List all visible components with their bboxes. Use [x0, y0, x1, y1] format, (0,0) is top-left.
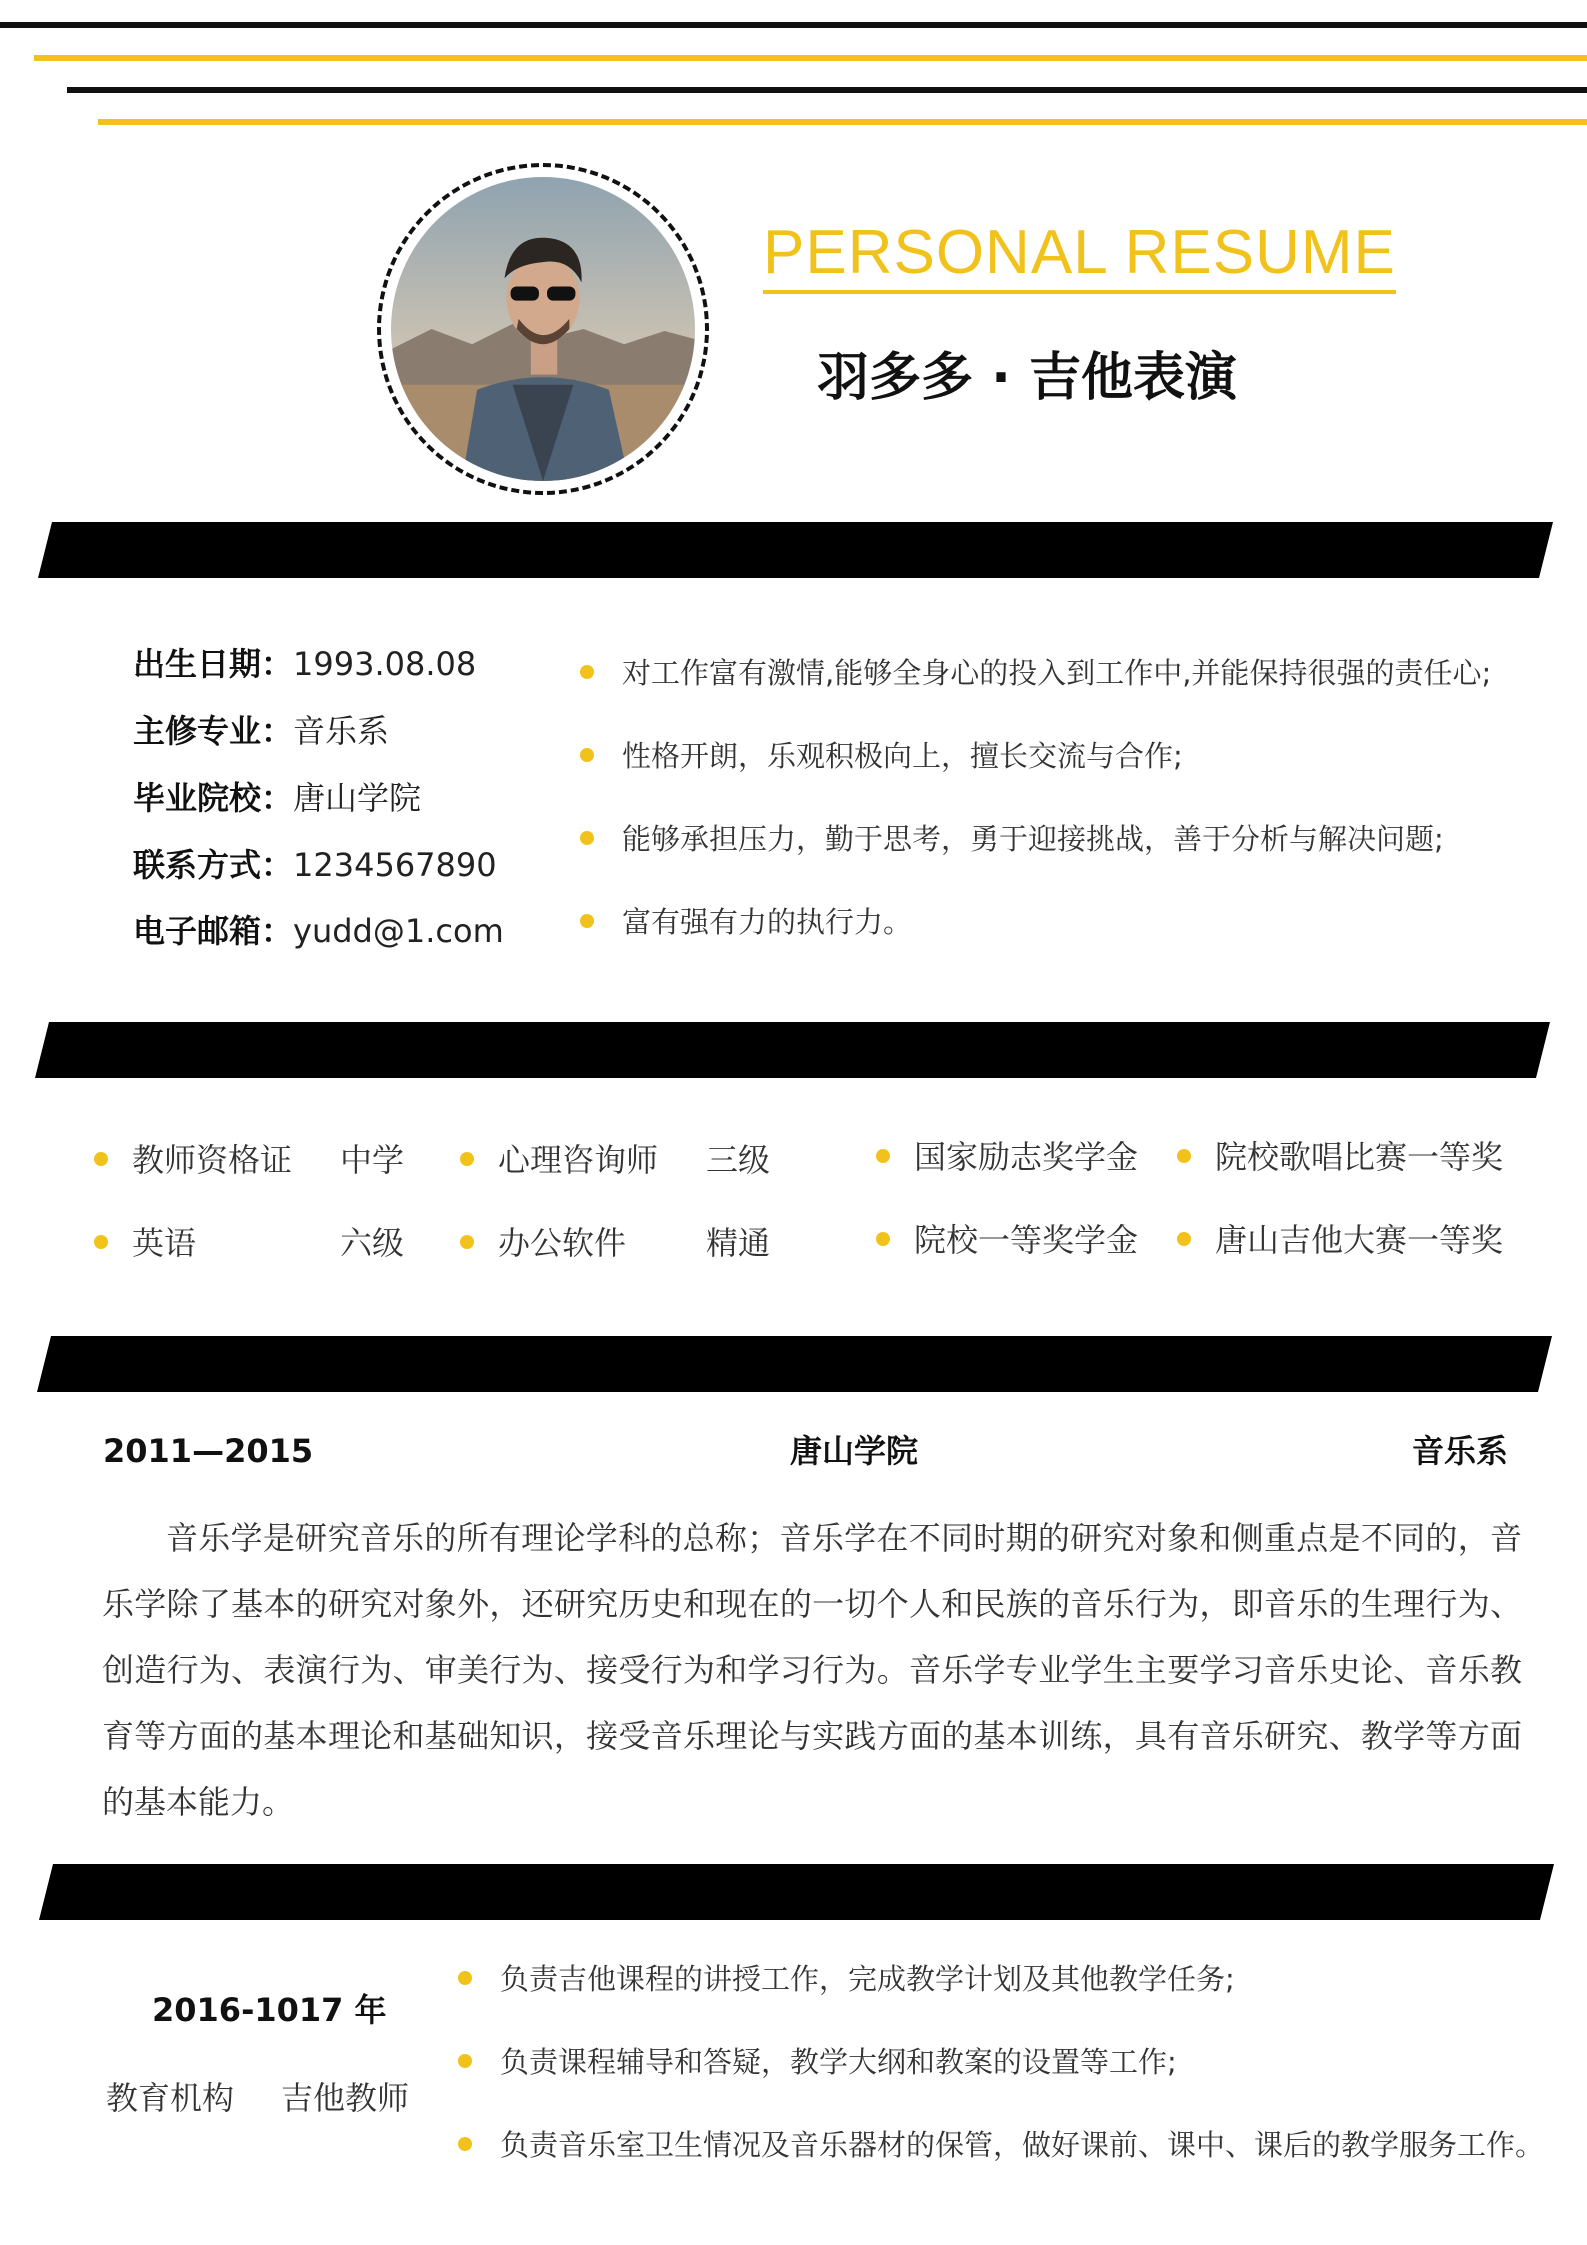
cert-level: 六级	[340, 1224, 405, 1262]
edu-major: 音乐系	[1412, 1432, 1509, 1470]
info-school	[133, 779, 422, 817]
duty-item	[458, 1962, 1235, 1996]
info-value: 音乐系	[293, 712, 390, 750]
cert-name: 办公软件	[498, 1224, 627, 1262]
trait-text: 对工作富有激情,能够全身心的投入到工作中,并能保持很强的责任心;	[622, 656, 1492, 690]
job-period: 2016-1017 年	[152, 1991, 387, 2029]
trait-text: 能够承担压力，勤于思考，勇于迎接挑战，善于分析与解决问题;	[622, 822, 1444, 856]
bullet-dot-icon	[94, 1152, 108, 1166]
info-value: 1234567890	[293, 846, 497, 884]
info-value: 唐山学院	[293, 779, 422, 817]
bullet-dot-icon	[580, 665, 594, 679]
cert-item	[460, 1224, 627, 1262]
info-birthdate	[133, 645, 477, 683]
award-text: 院校一等奖学金	[914, 1221, 1139, 1259]
bullet-dot-icon	[1177, 1232, 1191, 1246]
cert-name: 英语	[132, 1224, 197, 1262]
bullet-dot-icon	[458, 2137, 472, 2151]
cert-level: 三级	[706, 1141, 771, 1179]
duty-text: 负责课程辅导和答疑，教学大纲和教案的设置等工作;	[500, 2045, 1177, 2079]
duty-item	[458, 2128, 1545, 2162]
award-item	[1177, 1221, 1504, 1259]
job-org: 教育机构	[106, 2079, 235, 2117]
cert-name: 教师资格证	[132, 1141, 293, 1179]
info-major	[133, 712, 390, 750]
job-role: 吉他教师	[281, 2079, 410, 2117]
award-item	[876, 1221, 1139, 1259]
edu-school: 唐山学院	[790, 1432, 919, 1470]
avatar	[391, 177, 695, 481]
cert-item	[94, 1141, 293, 1179]
resume-title-en: PERSONAL RESUME	[763, 222, 1396, 294]
bullet-dot-icon	[1177, 1149, 1191, 1163]
name-title: 羽多多 · 吉他表演	[817, 348, 1237, 408]
award-item	[1177, 1138, 1504, 1176]
top-stripe-black-2	[67, 87, 1587, 93]
trait-item	[580, 739, 1183, 773]
info-label: 电子邮箱：	[133, 912, 294, 950]
top-stripe-yellow-2	[98, 119, 1587, 125]
duty-text: 负责音乐室卫生情况及音乐器材的保管，做好课前、课中、课后的教学服务工作。	[500, 2128, 1545, 2162]
award-text: 院校歌唱比赛一等奖	[1215, 1138, 1504, 1176]
edu-description: 音乐学是研究音乐的所有理论学科的总称；音乐学在不同时期的研究对象和侧重点是不同的，音乐学除了基本的研究对象外，还研究历史和现在的一切个人和民族的音乐行为，即音乐的生理行为、创造行为、表演行为、审美行为、接受行为和学习行为。音乐学专业学生主要学习音乐史论、音乐教育等方面的基本理论和基础知识，接受音乐理论与实践方面的基本训练，具有音乐研究、教学等方面的基本能力。	[102, 1519, 1522, 1821]
trait-item	[580, 905, 913, 939]
duty-item	[458, 2045, 1177, 2079]
bullet-dot-icon	[460, 1235, 474, 1249]
top-stripe-yellow-1	[34, 55, 1587, 61]
cert-level: 精通	[706, 1224, 771, 1262]
bullet-dot-icon	[876, 1149, 890, 1163]
cert-name: 心理咨询师	[498, 1141, 659, 1179]
section-bar-education	[37, 1336, 1552, 1392]
award-text: 唐山吉他大赛一等奖	[1215, 1221, 1504, 1259]
info-label: 联系方式：	[133, 846, 294, 884]
bullet-dot-icon	[876, 1232, 890, 1246]
info-label: 出生日期：	[133, 645, 294, 683]
trait-text: 性格开朗，乐观积极向上，擅长交流与合作;	[622, 739, 1183, 773]
section-bar-profile	[38, 522, 1553, 578]
cert-level: 中学	[340, 1141, 405, 1179]
info-phone	[133, 846, 497, 884]
avatar-frame	[377, 163, 709, 495]
cert-item	[460, 1141, 659, 1179]
section-bar-experience	[39, 1864, 1554, 1920]
award-text: 国家励志奖学金	[914, 1138, 1139, 1176]
trait-item	[580, 822, 1444, 856]
cert-item	[94, 1224, 197, 1262]
trait-text: 富有强有力的执行力。	[622, 905, 913, 939]
top-stripe-black-1	[0, 22, 1587, 28]
info-value: yudd@1.com	[293, 912, 504, 950]
bullet-dot-icon	[460, 1152, 474, 1166]
section-bar-skills	[35, 1022, 1550, 1078]
bullet-dot-icon	[458, 2054, 472, 2068]
bullet-dot-icon	[458, 1971, 472, 1985]
bullet-dot-icon	[94, 1235, 108, 1249]
duty-text: 负责吉他课程的讲授工作，完成教学计划及其他教学任务;	[500, 1962, 1235, 1996]
info-value: 1993.08.08	[293, 645, 477, 683]
info-email	[133, 912, 504, 950]
bullet-dot-icon	[580, 914, 594, 928]
info-label: 毕业院校：	[133, 779, 294, 817]
edu-period: 2011—2015	[103, 1432, 314, 1470]
bullet-dot-icon	[580, 748, 594, 762]
trait-item	[580, 656, 1492, 690]
bullet-dot-icon	[580, 831, 594, 845]
award-item	[876, 1138, 1139, 1176]
info-label: 主修专业：	[133, 712, 294, 750]
